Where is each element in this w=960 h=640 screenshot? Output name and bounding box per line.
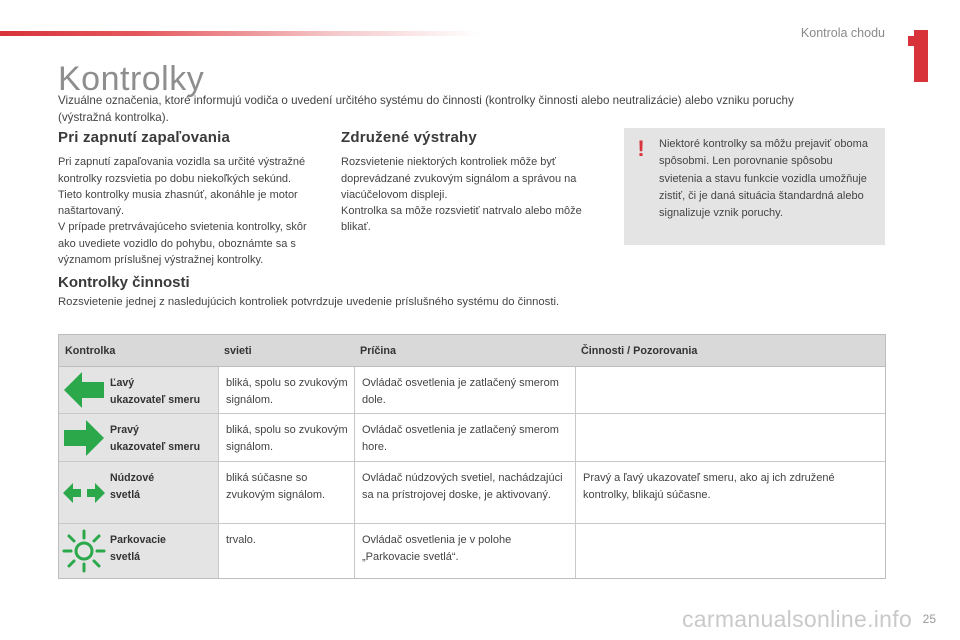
section-label: Kontrola chodu	[800, 26, 885, 40]
action-cell	[575, 367, 885, 413]
table-row	[59, 524, 885, 578]
combined-paragraph: Kontrolka sa môže rozsvietiť natrvalo alebo môže blikať.	[341, 205, 582, 234]
combined-alerts-section	[341, 130, 603, 236]
ignition-section	[58, 130, 320, 268]
table-row	[59, 414, 885, 462]
combined-paragraph: Rozsvietenie niektorých kontroliek môže byť doprevádzané zvukovým signálom a správou na viacúčelovom displeji.	[341, 156, 577, 201]
ignition-heading: Pri zapnutí zapaľovania	[58, 129, 231, 146]
lights-cell: bliká súčasne so zvukovým signálom.	[218, 462, 354, 523]
action-cell	[575, 524, 885, 578]
note-text: Niektoré kontrolky sa môžu prejaviť oboma spôsobmi. Len porovnanie spôsobu svietenia a stavu funkcie vozidla umožňuje zistiť, či je daná situácia štandardná alebo signalizuje vznik poruchy.	[659, 138, 868, 220]
ignition-paragraph: V prípade pretrvávajúceho svietenia kontrolky, skôr ako uvediete vozidlo do pohybu, oboznámte sa s významom príslušnej výstražnej kontrolky.	[58, 221, 307, 267]
cause-cell: Ovládač núdzových svetiel, nachádzajúci sa na prístrojovej doske, je aktivovaný.	[354, 462, 575, 523]
table-header	[59, 335, 885, 367]
parking-lights-icon	[59, 524, 108, 578]
header-indicator: Kontrolka	[65, 344, 116, 357]
watermark: carmanualsonline.info	[682, 606, 913, 632]
indicator-name: ukazovateľ smeru	[110, 441, 201, 453]
indicator-name: Parkovacie	[110, 534, 166, 546]
cause-cell: Ovládač osvetlenia je v polohe „Parkovacie svetlá“.	[354, 524, 575, 578]
action-cell	[575, 414, 885, 461]
lights-cell: trvalo.	[218, 524, 354, 578]
ignition-paragraph: Pri zapnutí zapaľovania vozidla sa určité výstražné kontrolky rozsvietia po dobu niekoľkých sekúnd.	[58, 156, 306, 185]
left-arrow-icon	[59, 367, 108, 413]
hazard-arrows-icon	[59, 462, 108, 523]
indicator-name: svetlá	[110, 551, 141, 563]
activity-intro: Rozsvietenie jednej z nasledujúcich kontroliek potvrdzuje uvedenie príslušného systému do činnosti.	[58, 296, 560, 308]
chapter-number-marker	[908, 30, 928, 82]
page-number: 25	[922, 612, 936, 626]
action-cell: Pravý a ľavý ukazovateľ smeru, ako aj ich združené kontrolky, blikajú súčasne.	[575, 462, 885, 523]
indicator-name: ukazovateľ smeru	[110, 394, 201, 406]
combined-heading: Združené výstrahy	[341, 129, 477, 146]
table-row	[59, 462, 885, 524]
lights-cell: bliká, spolu so zvukovým signálom.	[218, 414, 354, 461]
indicator-table	[58, 334, 886, 579]
ignition-paragraph: Tieto kontrolky musia zhasnúť, akonáhle je motor naštartovaný.	[58, 188, 298, 218]
intro-text: Vizuálne označenia, ktoré informujú vodiča o uvedení určitého systému do činnosti (kontrolky činnosti alebo neutralizácie) alebo vzniku poruchy (výstražná kontrolka).	[58, 94, 794, 124]
cause-cell: Ovládač osvetlenia je zatlačený smerom dole.	[354, 367, 575, 413]
indicator-name: Pravý	[110, 424, 139, 436]
header-cause: Príčina	[360, 344, 397, 357]
indicator-name: Ľavý	[110, 377, 135, 389]
page-title: Kontrolky	[58, 60, 205, 98]
indicator-name: svetlá	[110, 489, 141, 501]
indicator-name: Núdzové	[110, 472, 155, 484]
top-accent-bar	[0, 31, 480, 36]
table-row	[59, 367, 885, 414]
cause-cell: Ovládač osvetlenia je zatlačený smerom hore.	[354, 414, 575, 461]
activity-heading: Kontrolky činnosti	[58, 274, 190, 291]
header-lights: svieti	[224, 344, 252, 357]
header-actions: Činnosti / Pozorovania	[581, 344, 698, 357]
right-arrow-icon	[59, 414, 108, 461]
exclamation-icon: !	[637, 136, 645, 161]
lights-cell: bliká, spolu so zvukovým signálom.	[218, 367, 354, 413]
note-box	[624, 128, 885, 245]
